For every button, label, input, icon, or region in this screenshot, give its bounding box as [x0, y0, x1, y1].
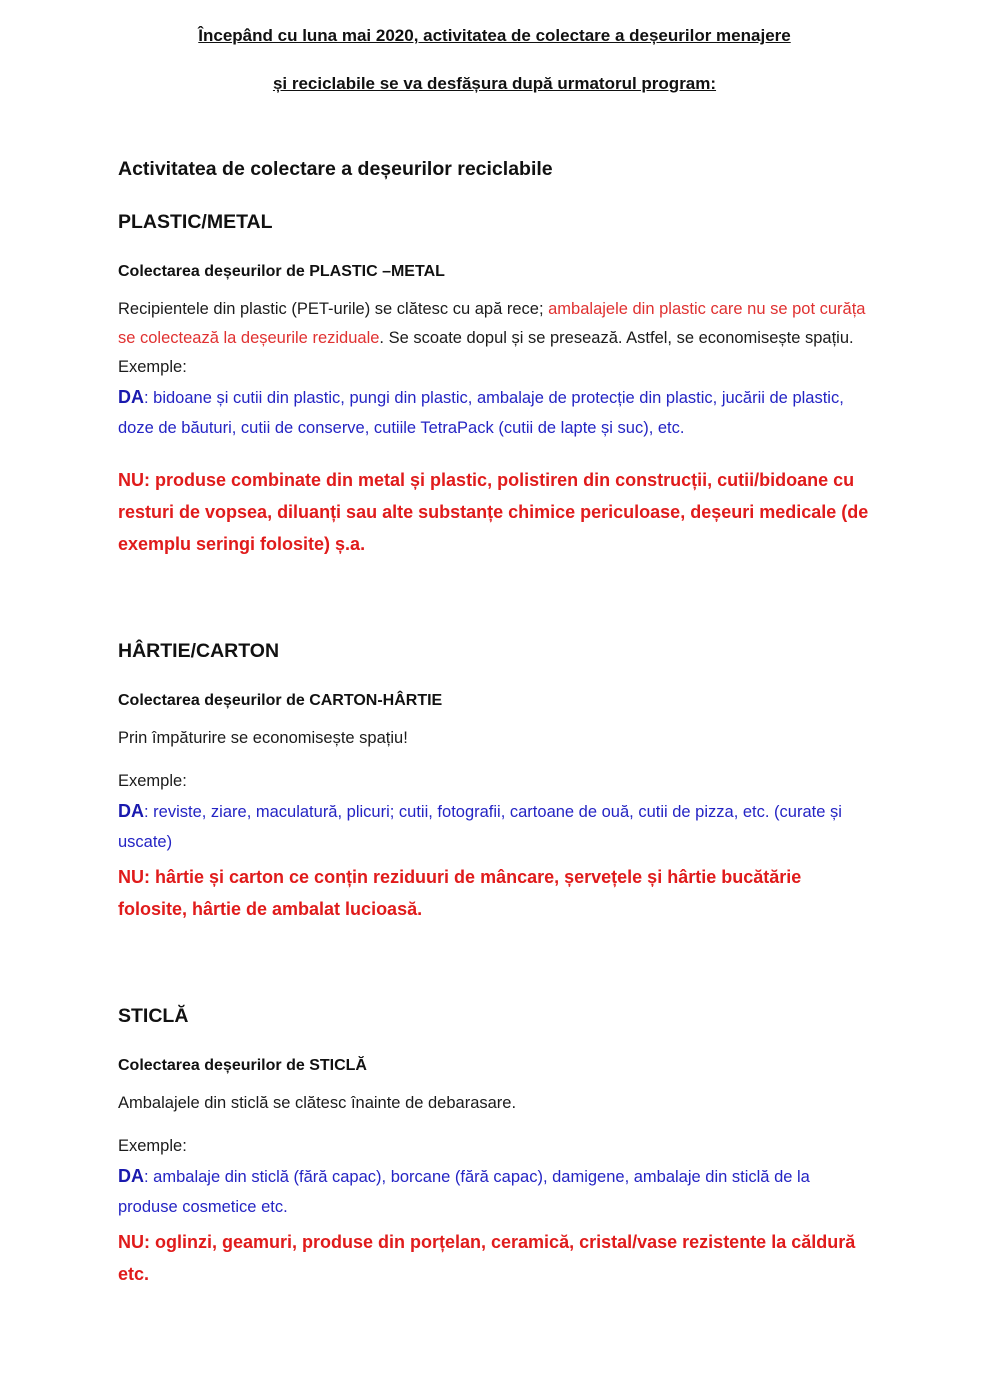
examples-label-glass: Exemple:: [118, 1137, 187, 1155]
section-heading-glass: STICLĂ: [118, 1005, 189, 1027]
section-heading-paper: HÂRTIE/CARTON: [118, 640, 280, 662]
plastic-da-text: : bidoane și cutii din plastic, pungi din plastic, ambalaje de protecție din plastic, jucării de plastic, doze de băuturi, cutii de conserve, cutiile TetraPack (cutii de lapte și suc), etc.: [118, 389, 844, 437]
plastic-intro-red: ambalajele din plastic care nu se pot curăța se colectează la deșeurile reziduale: [118, 300, 866, 347]
plastic-intro-black-2: . Se scoate dopul și se presează. Astfel, se economisește spațiu.: [379, 329, 854, 347]
examples-label-paper: Exemple:: [118, 772, 187, 790]
glass-da-text: : ambalaje din sticlă (fără capac), borcane (fără capac), damigene, ambalaje din sticlă de la produse cosmetice etc.: [118, 1168, 810, 1216]
section-subheading-plastic-metal: Colectarea deșeurilor de PLASTIC –METAL: [118, 263, 445, 280]
main-heading: Activitatea de colectare a deșeurilor reciclabile: [118, 158, 553, 180]
plastic-da-paragraph: [118, 382, 871, 443]
section-plastic-metal: [118, 211, 871, 560]
section-heading-plastic-metal: PLASTIC/METAL: [118, 211, 273, 233]
paper-da-paragraph: [118, 796, 871, 857]
section-paper: [118, 640, 871, 925]
title-line-2: și reciclabile se va desfășura după urmatorul program:: [272, 74, 717, 93]
paper-da-text: : reviste, ziare, maculatură, plicuri; cutii, fotografii, cartoane de ouă, cutii de pizza, etc. (curate și uscate): [118, 803, 842, 851]
glass-nu-paragraph: NU: oglinzi, geamuri, produse din porțelan, ceramică, cristal/vase rezistente la căldură etc.: [118, 1232, 856, 1284]
paper-nu-paragraph: NU: hârtie și carton ce conțin reziduuri de mâncare, șervețele și hârtie bucătărie folosite, hârtie de ambalat lucioasă.: [118, 867, 802, 919]
paper-intro: Prin împăturire se economisește spațiu!: [118, 729, 408, 747]
section-subheading-paper: Colectarea deșeurilor de CARTON-HÂRTIE: [118, 692, 443, 709]
glass-da-paragraph: [118, 1161, 871, 1222]
glass-intro: Ambalajele din sticlă se clătesc înainte de debarasare.: [118, 1094, 517, 1112]
da-label-paper: DA: [118, 801, 144, 821]
plastic-intro-black-1: Recipientele din plastic (PET-urile) se clătesc cu apă rece;: [118, 300, 549, 318]
section-glass: [118, 1005, 871, 1290]
title-line-1: Începând cu luna mai 2020, activitatea de colectare a deșeurilor menajere: [198, 26, 791, 45]
examples-label-plastic: Exemple:: [118, 358, 187, 376]
section-subheading-glass: Colectarea deșeurilor de STICLĂ: [118, 1057, 367, 1074]
da-label-glass: DA: [118, 1166, 144, 1186]
da-label-plastic: DA: [118, 387, 144, 407]
plastic-nu-paragraph: NU: produse combinate din metal și plastic, polistiren din construcții, cutii/bidoane cu resturi de vopsea, diluanți sau alte substanțe chimice periculoase, deșeuri medicale (de exemplu seringi folosite) ș.a.: [118, 470, 869, 554]
document-title: [118, 26, 871, 94]
plastic-metal-intro: [118, 295, 871, 353]
